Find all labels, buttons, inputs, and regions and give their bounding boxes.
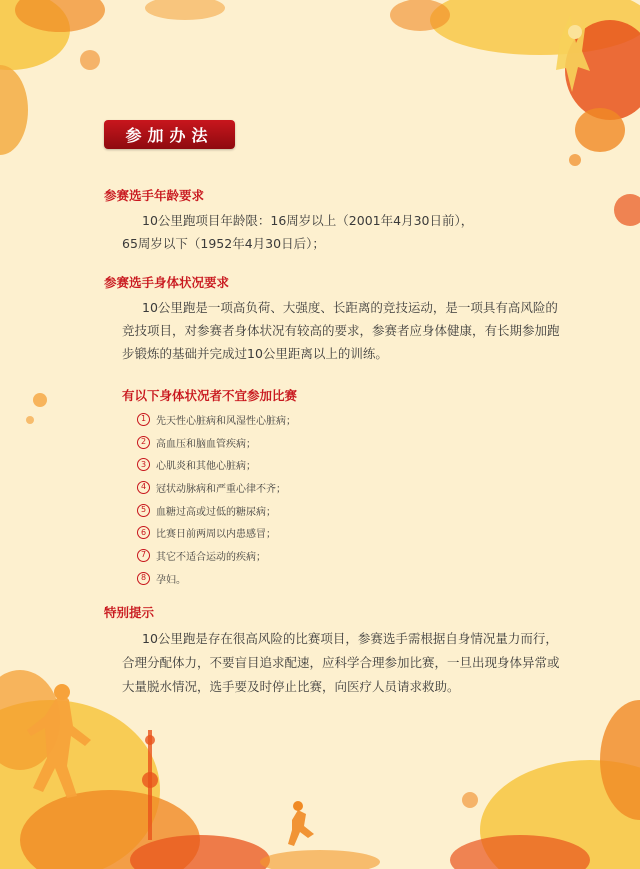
list-item: [137, 521, 296, 544]
list-item: [137, 567, 296, 590]
number-badge: 4: [137, 481, 150, 494]
list-item-text: 孕妇。: [156, 574, 186, 586]
number-badge: 1: [137, 413, 150, 426]
list-item: [137, 408, 296, 431]
list-item-text: 心肌炎和其他心脏病；: [156, 461, 256, 473]
age-heading: 参赛选手年龄要求: [104, 188, 205, 203]
age-line-2: 65周岁以下（1952年4月30日后）；: [122, 236, 325, 251]
list-item-text: 高血压和脑血管疾病；: [156, 438, 256, 450]
tips-line-1: 10公里跑是存在很高风险的比赛项目，参赛选手需根据自身情况量力而行，: [142, 631, 558, 646]
tips-heading: 特别提示: [104, 605, 155, 620]
number-badge: 8: [137, 572, 150, 585]
list-item-text: 先天性心脏病和风湿性心脏病；: [156, 415, 296, 427]
number-badge: 5: [137, 504, 150, 517]
list-item-text: 其它不适合运动的疾病；: [156, 551, 266, 563]
conditions-heading: 有以下身体状况者不宜参加比赛: [122, 388, 298, 403]
health-line-2: 竞技项目，对参赛者身体状况有较高的要求，参赛者应身体健康，有长期参加跑: [122, 323, 560, 338]
section-title-banner: 参加办法: [104, 120, 235, 149]
age-line-1: 10公里跑项目年龄限：16周岁以上（2001年4月30日前），: [142, 213, 474, 228]
number-badge: 2: [137, 436, 150, 449]
list-item: [137, 499, 296, 522]
list-item-text: 血糖过高或过低的糖尿病；: [156, 506, 276, 518]
list-item: [137, 431, 296, 454]
list-item: [137, 476, 296, 499]
health-line-1: 10公里跑是一项高负荷、大强度、长距离的竞技运动，是一项具有高风险的: [142, 300, 558, 315]
number-badge: 7: [137, 549, 150, 562]
number-badge: 6: [137, 526, 150, 539]
list-item: [137, 544, 296, 567]
list-item: [137, 453, 296, 476]
conditions-list: [137, 408, 296, 590]
health-line-3: 步锻炼的基础并完成过10公里距离以上的训练。: [122, 346, 388, 361]
number-badge: 3: [137, 458, 150, 471]
list-item-text: 冠状动脉病和严重心律不齐；: [156, 483, 286, 495]
tips-line-3: 大量脱水情况，选手要及时停止比赛，向医疗人员请求救助。: [122, 679, 460, 694]
health-heading: 参赛选手身体状况要求: [104, 275, 230, 290]
tips-line-2: 合理分配体力，不要盲目追求配速，应科学合理参加比赛，一旦出现身体异常或: [122, 655, 560, 670]
list-item-text: 比赛日前两周以内患感冒；: [156, 529, 276, 541]
